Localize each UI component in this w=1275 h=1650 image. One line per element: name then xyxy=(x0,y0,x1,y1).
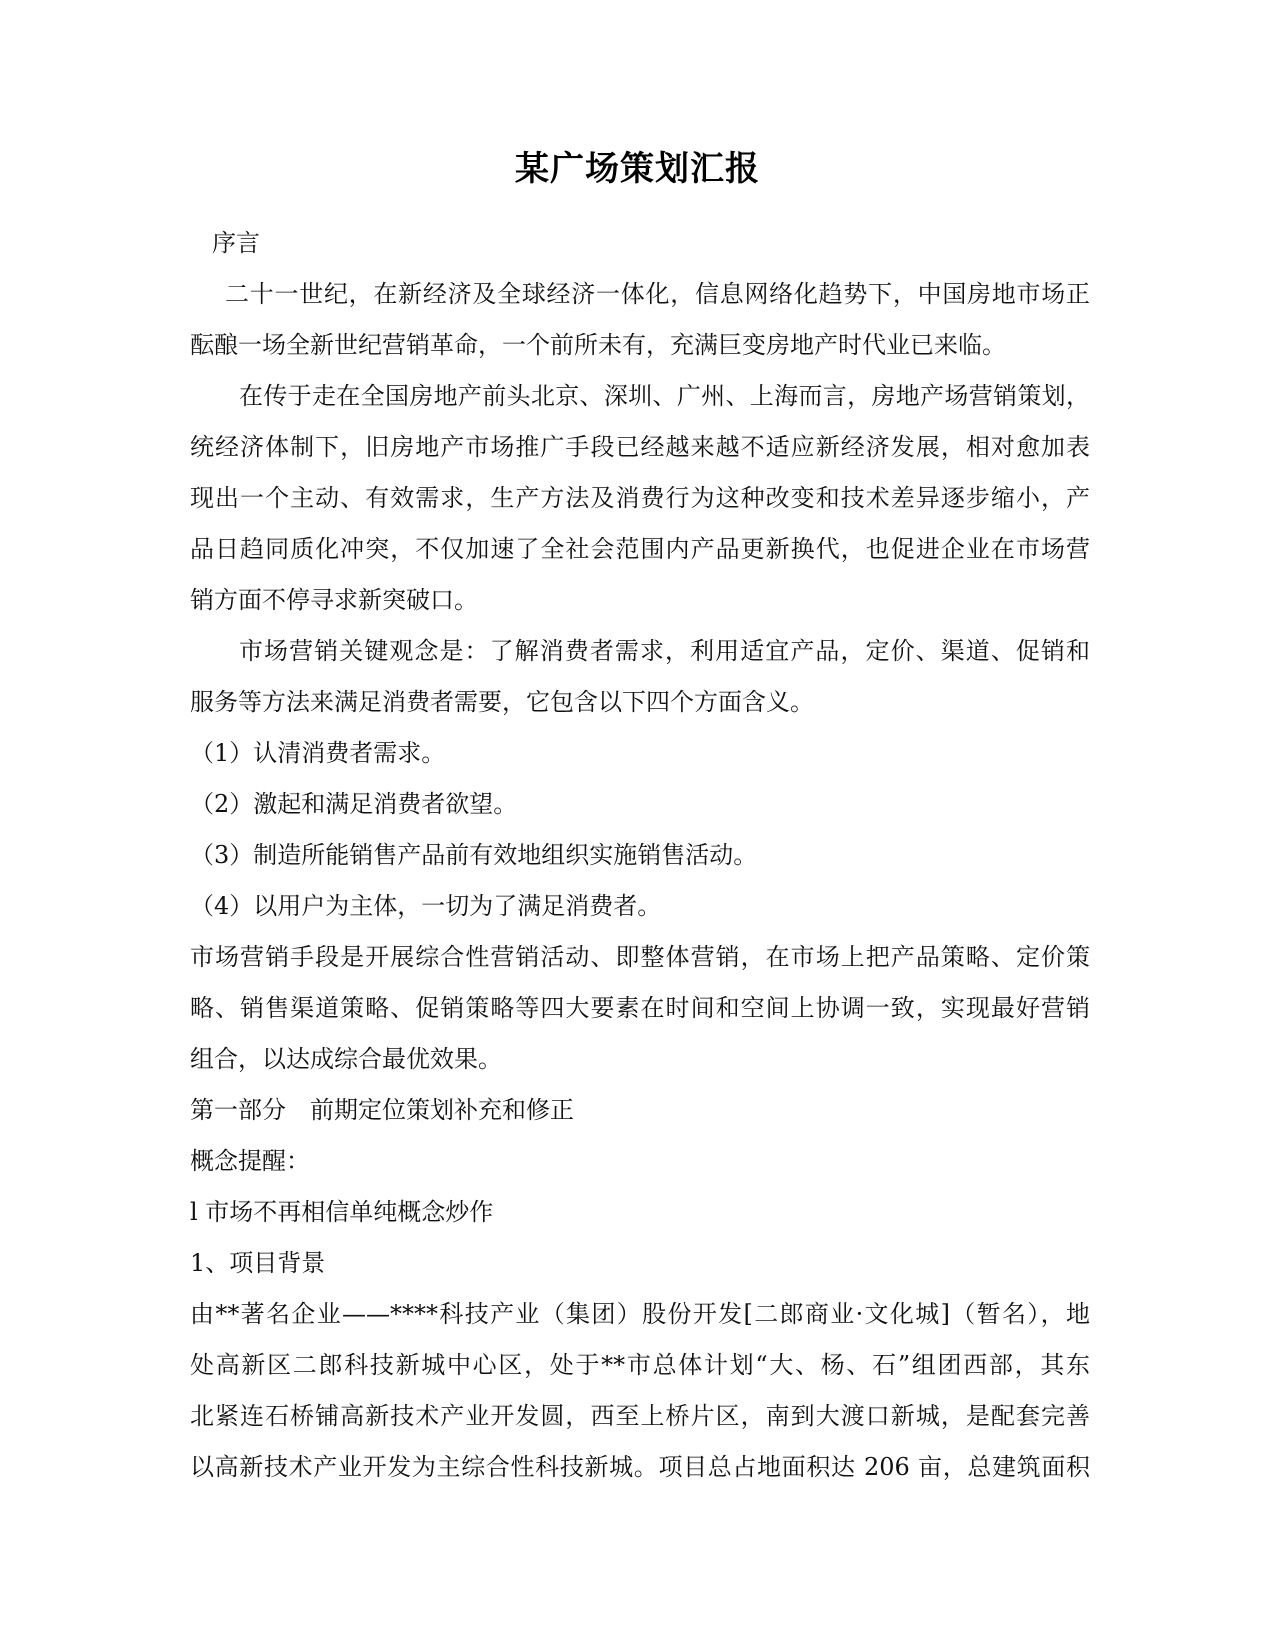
list-item: （1）认清消费者需求。 xyxy=(190,739,446,767)
paragraph-line: 市场营销手段是开展综合性营销活动、即整体营销，在市场上把产品策略、定价策 xyxy=(190,943,1090,971)
section-heading: 第一部分 前期定位策划补充和修正 xyxy=(190,1096,574,1124)
paragraph-line: 由**著名企业——****科技产业（集团）股份开发[二郎商业·文化城]（暂名），地 xyxy=(190,1300,1090,1328)
paragraph-line: 市场营销关键观念是：了解消费者需求，利用适宜产品，定价、渠道、促销和 xyxy=(239,637,1090,665)
paragraph-line: 以高新技术产业开发为主综合性科技新城。项目总占地面积达 206 亩，总建筑面积 xyxy=(190,1453,1090,1481)
paragraph-line: 在传于走在全国房地产前头北京、深圳、广州、上海而言，房地产场营销策划， xyxy=(239,382,1090,410)
bullet-item: l 市场不再相信单纯概念炒作 xyxy=(190,1198,494,1226)
paragraph-line: 处高新区二郎科技新城中心区，处于**市总体计划“大、杨、石”组团西部，其东 xyxy=(190,1351,1090,1379)
document-body xyxy=(190,218,1090,1493)
paragraph-line: 组合，以达成综合最优效果。 xyxy=(190,1045,502,1073)
paragraph-line: 二十一世纪，在新经济及全球经济一体化，信息网络化趋势下，中国房地市场正 xyxy=(225,280,1090,308)
preface-heading: 序言 xyxy=(212,229,260,257)
paragraph-line: 酝酿一场全新世纪营销革命，一个前所未有，充满巨变房地产时代业已来临。 xyxy=(190,331,1006,359)
list-item: （4）以用户为主体，一切为了满足消费者。 xyxy=(190,892,662,920)
document-title: 某广场策划汇报 xyxy=(515,149,760,189)
concept-heading: 概念提醒： xyxy=(190,1147,310,1175)
list-item: （2）激起和满足消费者欲望。 xyxy=(190,790,518,818)
paragraph-line: 品日趋同质化冲突，不仅加速了全社会范围内产品更新换代，也促进企业在市场营 xyxy=(190,535,1090,563)
paragraph-line: 略、销售渠道策略、促销策略等四大要素在时间和空间上协调一致，实现最好营销 xyxy=(190,994,1090,1022)
subsection-heading: 1、项目背景 xyxy=(190,1249,326,1277)
paragraph-line: 现出一个主动、有效需求，生产方法及消费行为这种改变和技术差异逐步缩小，产 xyxy=(190,484,1090,512)
paragraph-line: 北紧连石桥铺高新技术产业开发圆，西至上桥片区，南到大渡口新城，是配套完善 xyxy=(190,1402,1090,1430)
paragraph-line: 服务等方法来满足消费者需要，它包含以下四个方面含义。 xyxy=(190,688,814,716)
paragraph-line: 销方面不停寻求新突破口。 xyxy=(190,586,478,614)
list-item: （3）制造所能销售产品前有效地组织实施销售活动。 xyxy=(190,841,758,869)
paragraph-line: 统经济体制下，旧房地产市场推广手段已经越来越不适应新经济发展，相对愈加表 xyxy=(190,433,1090,461)
